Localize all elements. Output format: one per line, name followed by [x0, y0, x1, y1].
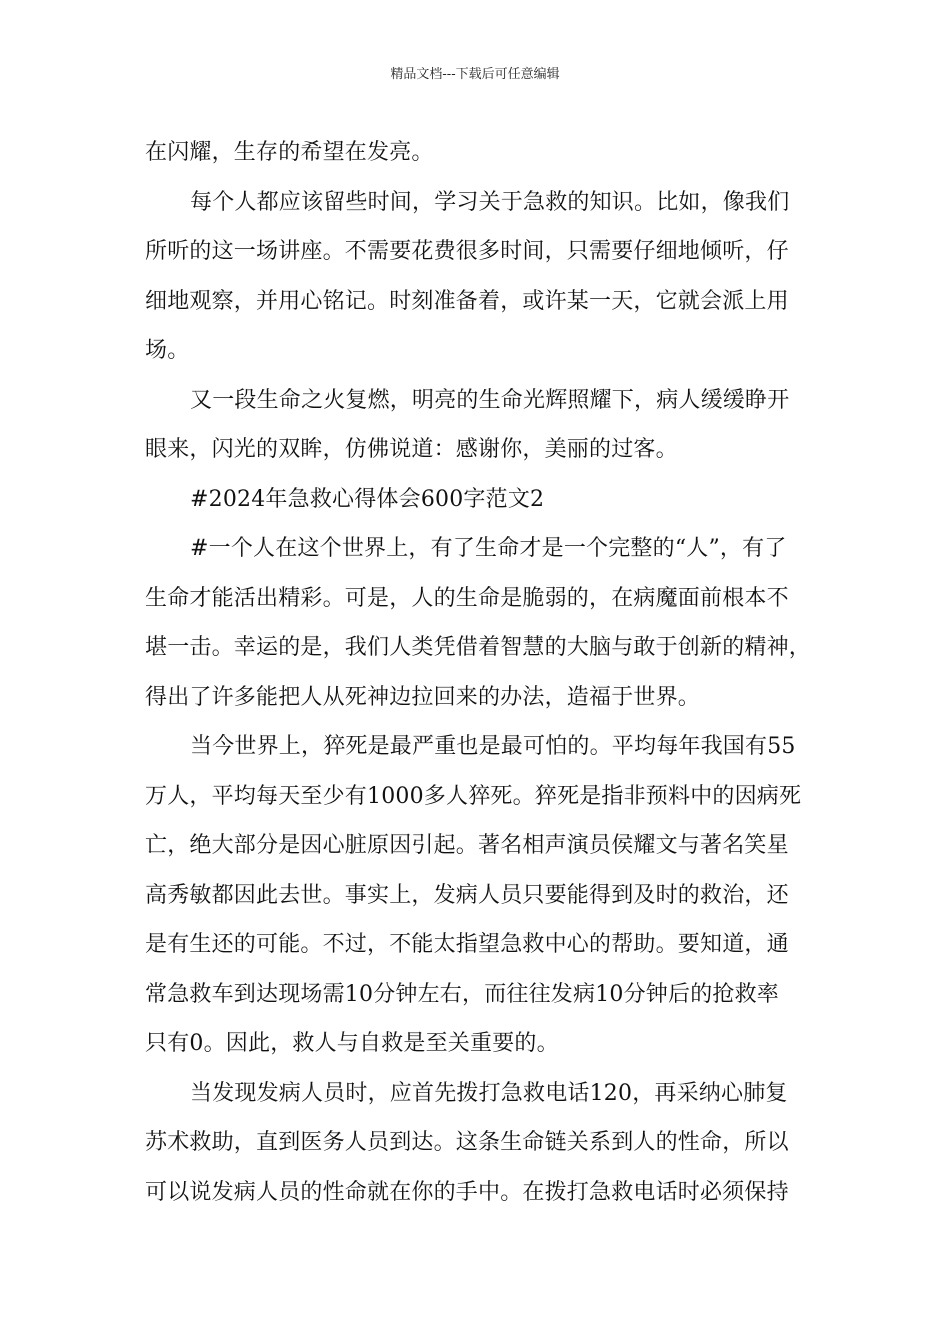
paragraph	[145, 1069, 823, 1218]
paragraph	[145, 524, 823, 722]
text-line: 眼来，闪光的双眸，仿佛说道：感谢你，美丽的过客。	[145, 437, 678, 462]
text-line: 常急救车到达现场需10分钟左右，而往往发病10分钟后的抢救率	[145, 981, 779, 1007]
text-line: 亡，绝大部分是因心脏原因引起。著名相声演员侯耀文与著名笑星	[145, 833, 789, 858]
paragraph	[145, 722, 823, 1069]
text-line: 只有0。因此，救人与自救是至关重要的。	[145, 1031, 559, 1056]
text-line: 场。	[145, 338, 190, 363]
text-line: #2024年急救心得体会600字范文2	[190, 486, 545, 512]
text-line: 万人，平均每天至少有1000多人猝死。猝死是指非预料中的因病死	[145, 783, 802, 809]
text-line: 当今世界上，猝死是最严重也是最可怕的。平均每年我国有55	[190, 734, 796, 759]
text-line: 可以说发病人员的性命就在你的手中。在拨打急救电话时必须保持	[145, 1179, 789, 1205]
text-line: 苏术救助，直到医务人员到达。这条生命链关系到人的性命，所以	[145, 1130, 789, 1155]
paragraph	[145, 128, 823, 178]
section-heading	[145, 475, 823, 525]
text-line: 高秀敏都因此去世。事实上，发病人员只要能得到及时的救治，还	[145, 882, 789, 908]
text-line: 堪一击。幸运的是，我们人类凭借着智慧的大脑与敢于创新的精神，	[145, 635, 812, 660]
text-line: 所听的这一场讲座。不需要花费很多时间，只需要仔细地倾听，仔	[145, 239, 789, 264]
text-line: 得出了许多能把人从死神边拉回来的办法，造福于世界。	[145, 684, 701, 710]
page-header: 精品文档---下载后可任意编辑	[390, 67, 560, 82]
document-body	[145, 128, 823, 1217]
paragraph	[145, 376, 823, 475]
text-line: 又一段生命之火复燃，明亮的生命光辉照耀下，病人缓缓睁开	[190, 387, 790, 413]
text-line: 当发现发病人员时，应首先拨打急救电话120，再采纳心肺复	[190, 1080, 788, 1106]
text-line: 细地观察，并用心铭记。时刻准备着，或许某一天，它就会派上用	[145, 288, 789, 314]
text-line: 每个人都应该留些时间，学习关于急救的知识。比如，像我们	[190, 189, 790, 215]
text-line: 生命才能活出精彩。可是，人的生命是脆弱的，在病魔面前根本不	[145, 585, 789, 611]
text-line: #一个人在这个世界上，有了生命才是一个完整的“人”，有了	[190, 536, 787, 561]
paragraph	[145, 178, 823, 376]
text-line: 在闪耀，生存的希望在发亮。	[145, 140, 434, 165]
text-line: 是有生还的可能。不过，不能太指望急救中心的帮助。要知道，通	[145, 932, 789, 957]
